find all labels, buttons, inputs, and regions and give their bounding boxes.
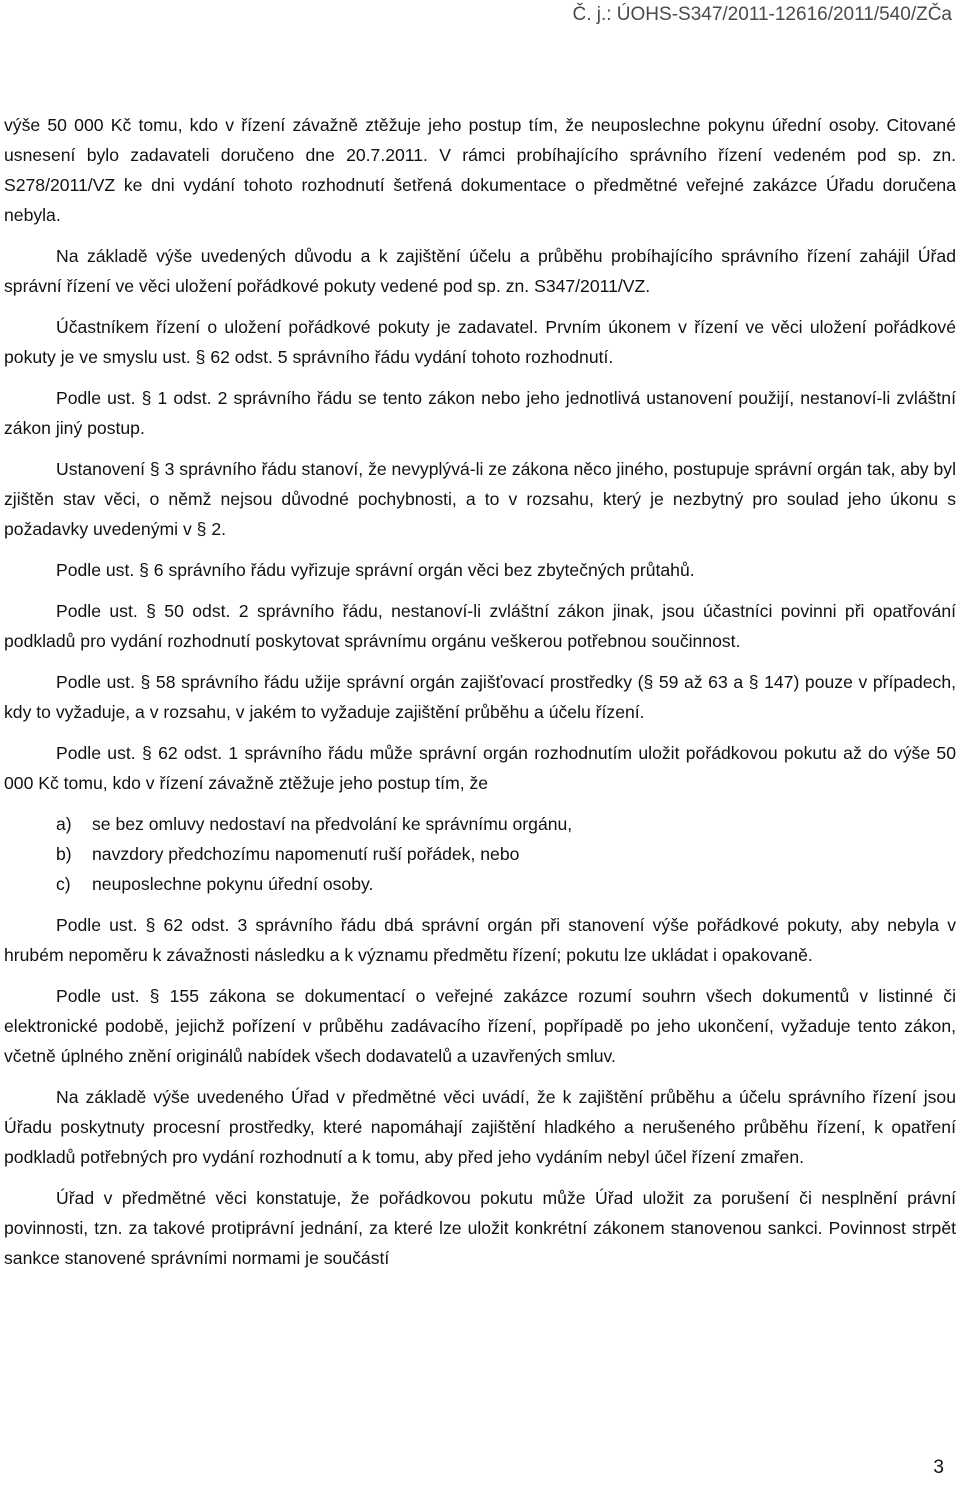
- list-item-text: neuposlechne pokynu úřední osoby.: [92, 874, 374, 894]
- paragraphs-after-list: [4, 910, 956, 1273]
- document-body: [4, 110, 956, 1284]
- list-item-letter: b): [56, 844, 72, 864]
- paragraph: výše 50 000 Kč tomu, kdo v řízení závažně ztěžuje jeho postup tím, že neuposlechne pokynu úřední osoby. Citované usnesení bylo zadavateli doručeno dne 20.7.2011. V rámci probíhajícího správního řízení vedeném pod sp. zn. S278/2011/VZ ke dni vydání tohoto rozhodnutí šetřená dokumentace o předmětné veřejné zakázce Úřadu doručena nebyla.: [4, 115, 956, 225]
- paragraph: Podle ust. § 155 zákona se dokumentací o veřejné zakázce rozumí souhrn všech dokumentů v listinné či elektronické podobě, jejichž pořízení v průběhu zadávacího řízení, popřípadě po jeho ukončení, vyžaduje tento zákon, včetně úplného znění originálů nabídek všech dodavatelů a uzavřených smluv.: [4, 986, 956, 1066]
- list-item: [4, 809, 956, 839]
- paragraph: Podle ust. § 58 správního řádu užije správní orgán zajišťovací prostředky (§ 59 až 63 a § 147) pouze v případech, kdy to vyžaduje, a v rozsahu, v jakém to vyžaduje zajištění průběhu a účelu řízení.: [4, 672, 956, 722]
- paragraph: Podle ust. § 50 odst. 2 správního řádu, nestanoví-li zvláštní zákon jinak, jsou účastníci povinni při opatřování podkladů pro vydání rozhodnutí poskytovat správnímu orgánu veškerou potřebnou součinnost.: [4, 601, 956, 651]
- paragraph: Podle ust. § 6 správního řádu vyřizuje správní orgán věci bez zbytečných průtahů.: [56, 560, 695, 580]
- paragraph: Na základě výše uvedených důvodu a k zajištění účelu a průběhu probíhajícího správního řízení zahájil Úřad správní řízení ve věci uložení pořádkové pokuty vedené pod sp. zn. S347/2011/VZ.: [4, 246, 956, 296]
- paragraph: Ustanovení § 3 správního řádu stanoví, že nevyplývá-li ze zákona něco jiného, postupuje správní orgán tak, aby byl zjištěn stav věci, o němž nejsou důvodné pochybnosti, a to v rozsahu, který je nezbytný pro soulad jeho úkonu s požadavky uvedenými v § 2.: [4, 459, 956, 539]
- page-number: 3: [933, 1457, 944, 1478]
- paragraph: Na základě výše uvedeného Úřad v předmětné věci uvádí, že k zajištění průběhu a účelu správního řízení jsou Úřadu poskytnuty procesní prostředky, které napomáhají zajištění hladkého a nerušeného průběhu řízení, k opatření podkladů potřebných pro vydání rozhodnutí a k tomu, aby před jeho vydáním nebyl účel řízení zmařen.: [4, 1087, 956, 1167]
- list-item: [4, 839, 956, 869]
- list-item-text: navzdory předchozímu napomenutí ruší pořádek, nebo: [92, 844, 520, 864]
- paragraph: Podle ust. § 62 odst. 1 správního řádu může správní orgán rozhodnutím uložit pořádkovou pokutu až do výše 50 000 Kč tomu, kdo v řízení závažně ztěžuje jeho postup tím, že: [4, 743, 956, 793]
- list-item-letter: c): [56, 874, 71, 894]
- paragraphs-before-list: [4, 110, 956, 798]
- paragraph: Podle ust. § 1 odst. 2 správního řádu se tento zákon nebo jeho jednotlivá ustanovení použijí, nestanoví-li zvláštní zákon jiný postup.: [4, 388, 956, 438]
- paragraph: Účastníkem řízení o uložení pořádkové pokuty je zadavatel. Prvním úkonem v řízení ve věci uložení pořádkové pokuty je ve smyslu ust. § 62 odst. 5 správního řádu vydání tohoto rozhodnutí.: [4, 317, 956, 367]
- paragraph: Úřad v předmětné věci konstatuje, že pořádkovou pokutu může Úřad uložit za porušení či nesplnění právní povinnosti, tzn. za takové protiprávní jednání, za které lze uložit konkrétní zákonem stanovenou sankci. Povinnost strpět sankce stanovené správními normami je součástí: [4, 1188, 956, 1268]
- penalty-conditions-list: [4, 809, 956, 899]
- paragraph: Podle ust. § 62 odst. 3 správního řádu dbá správní orgán při stanovení výše pořádkové pokuty, aby nebyla v hrubém nepoměru k závažnosti následku a k významu předmětu řízení; pokutu lze ukládat i opakovaně.: [4, 915, 956, 965]
- document-reference: Č. j.: ÚOHS-S347/2011-12616/2011/540/ZČa: [572, 4, 952, 25]
- list-item-letter: a): [56, 814, 72, 834]
- list-item-text: se bez omluvy nedostaví na předvolání ke správnímu orgánu,: [92, 814, 573, 834]
- list-item: [4, 869, 956, 899]
